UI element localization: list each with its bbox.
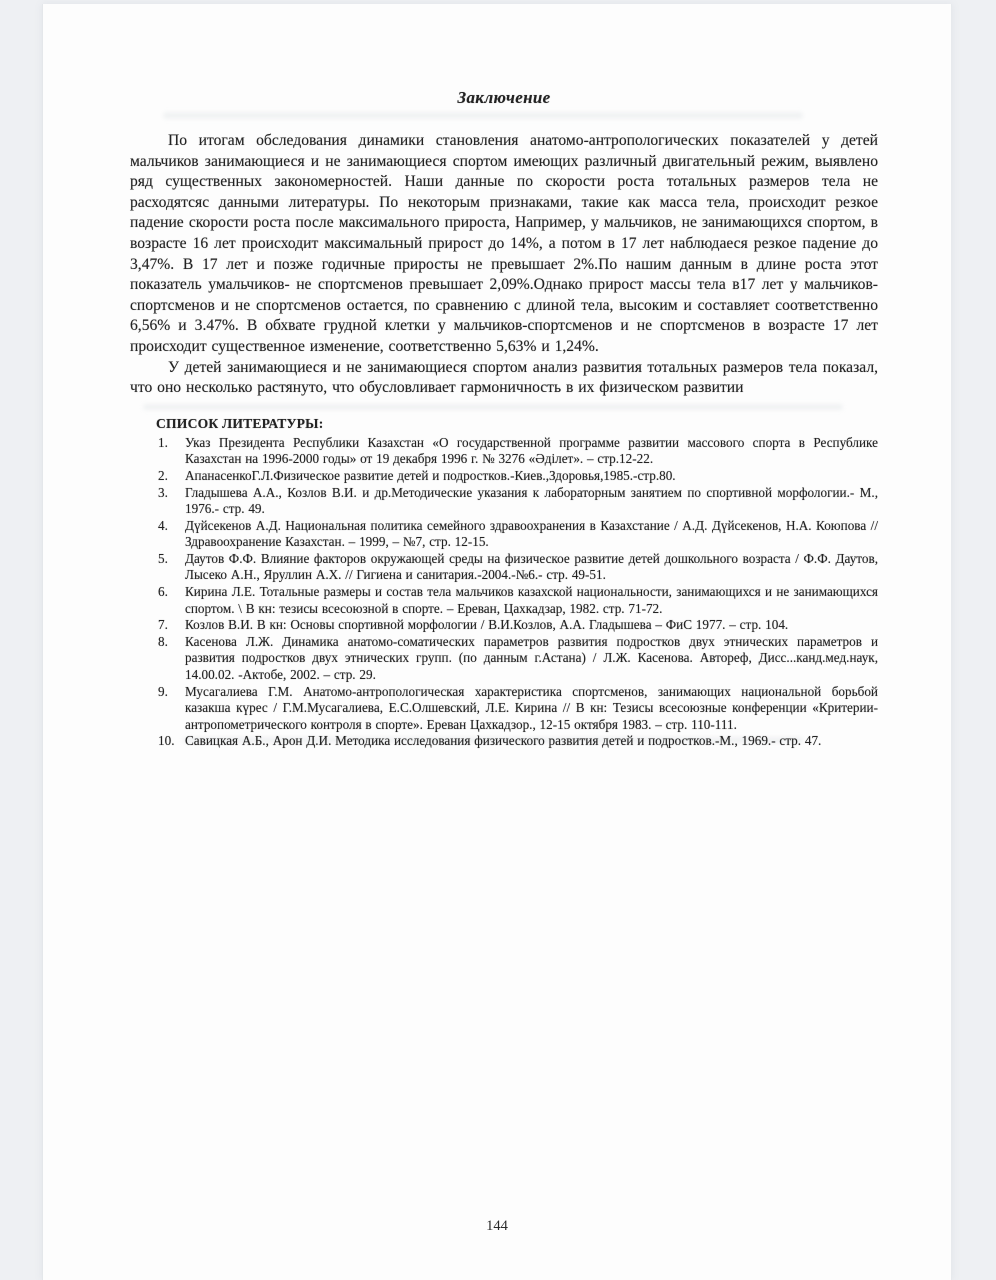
reference-number: 3. bbox=[158, 484, 168, 500]
reference-text: Савицкая А.Б., Арон Д.И. Методика исследования физического развития детей и подростков.-М., 1969.- стр. 47. bbox=[185, 733, 822, 749]
reference-item bbox=[156, 584, 878, 617]
body-paragraph: У детей занимающиеся и не занимающиеся спортом анализ развития тотальных размеров тела показал, что оно несколько растянуто, что обусловливает гармоничность в их физическом развитии bbox=[130, 358, 878, 397]
document-page bbox=[42, 4, 952, 1280]
references-section bbox=[156, 416, 878, 750]
page-content bbox=[43, 88, 951, 750]
references-heading: СПИСОК ЛИТЕРАТУРЫ: bbox=[156, 415, 324, 431]
reference-number: 7. bbox=[158, 617, 168, 633]
reference-item bbox=[156, 518, 878, 551]
references-list bbox=[156, 435, 878, 750]
reference-item bbox=[156, 435, 878, 468]
reference-text: Касенова Л.Ж. Динамика анатомо-соматических параметров развития подростков двух этнических параметров и развития подростков двух этнических групп. (по данным г.Астана) / Л.Ж. Касенова. Автореф, Дисс...канд.мед.наук, 14.00.02. -Актобе, 2002. – стр. 29. bbox=[185, 633, 878, 683]
reference-item bbox=[156, 634, 878, 684]
reference-number: 5. bbox=[158, 550, 168, 566]
reference-text: Указ Президента Республики Казахстан «О государственной программе развитии массового спорта в Республике Казахстан на 1996-2000 годы» от 19 декабря 1996 г. № 3276 «Әділет». – стр.12-22. bbox=[185, 434, 878, 467]
reference-text: АпанасенкоГ.Л.Физическое развитие детей и подростков.-Киев.,Здоровья,1985.-стр.80. bbox=[185, 467, 676, 483]
reference-item bbox=[156, 551, 878, 584]
reference-item bbox=[156, 684, 878, 734]
reference-number: 2. bbox=[158, 467, 168, 483]
reference-number: 9. bbox=[158, 683, 168, 699]
reference-item bbox=[156, 617, 878, 634]
reference-item bbox=[156, 468, 878, 485]
reference-text: Мусагалиева Г.М. Анатомо-антропологическая характеристика спортсменов, занимающих национальной борьбой казакша күрес / Г.М.Мусагалиева, Е.С.Олшевский, Л.Е. Кирина // В кн: Тезисы всесоюзные конференции «Критерии-антропометрического контроля в спорте». Ереван Цахкадзор., 12-15 октября 1983. – стр. 110-111. bbox=[185, 683, 878, 732]
reference-text: Даутов Ф.Ф. Влияние факторов окружающей среды на физическое развитие детей дошкольного возраста / Ф.Ф. Даутов, Лысеко А.Н., Яруллин А.Х. // Гигиена и санитария.-2004.-№6.- стр. 49-51. bbox=[185, 550, 878, 583]
reference-text: Козлов В.И. В кн: Основы спортивной морфологии / В.И.Козлов, А.А. Гладышева – ФиС 1977. – стр. 104. bbox=[185, 617, 789, 633]
body-paragraph: По итогам обследования динамики становления анатомо-антропологических показателей у детей мальчиков занимающиеся и не занимающиеся спортом имеющих различный двигательный режим, выявлено ряд существенных закономерностей. Наши данные по скорости роста тотальных размеров тела не расходятсяс данными литературы. По некоторым признаками, такие как масса тела, происходит резкое падение скорости роста после максимального прироста, Например, у мальчиков, не занимающихся спортом, в возрасте 16 лет происходит максимальный прирост до 14%, а потом в 17 лет наблюдаеся резкое падение до 3,47%. В 17 лет и позже годичные приросты не превышает 2%.По нашим данным в длине роста этот показатель умальчиков- не спортсменов превышает 2,09%.Однако прирост массы тела в17 лет у мальчиков-спортсменов и не спортсменов остается, по сравнению с длиной тела, высоким и составляет соответственно 6,56% и 3.47%. В обхвате грудной клетки у мальчиков-спортсменов и не спортсменов в возрасте 17 лет происходит существенное изменение, соответственно 5,63% и 1,24%. bbox=[130, 132, 878, 355]
reference-number: 6. bbox=[158, 584, 168, 600]
reference-item bbox=[156, 733, 878, 750]
reference-number: 1. bbox=[158, 434, 168, 450]
reference-number: 10. bbox=[158, 733, 175, 749]
reference-number: 4. bbox=[158, 517, 168, 533]
reference-text: Гладышева А.А., Козлов В.И. и др.Методические указания к лабораторным занятием по спортивной морфологии.- М., 1976.- стр. 49. bbox=[185, 484, 878, 517]
page-number: 144 bbox=[486, 1218, 508, 1234]
reference-number: 8. bbox=[158, 633, 168, 649]
reference-item bbox=[156, 485, 878, 518]
reference-text: Кирина Л.Е. Тотальные размеры и состав тела мальчиков казахской национальности, занимающихся и не занимающихся спортом. \ В кн: тезисы всесоюзной в спорте. – Ереван, Цахкадзар, 1982. стр. 71-72. bbox=[185, 584, 878, 616]
page-title: Заключение bbox=[457, 88, 551, 107]
reference-text: Дүйсекенов А.Д. Национальная политика семейного здравоохранения в Казахстание / А.Д. Дүйсекенов, Н.А. Коюпова // Здравоохранение Казахстан. – 1999, – №7, стр. 12-15. bbox=[185, 517, 878, 550]
